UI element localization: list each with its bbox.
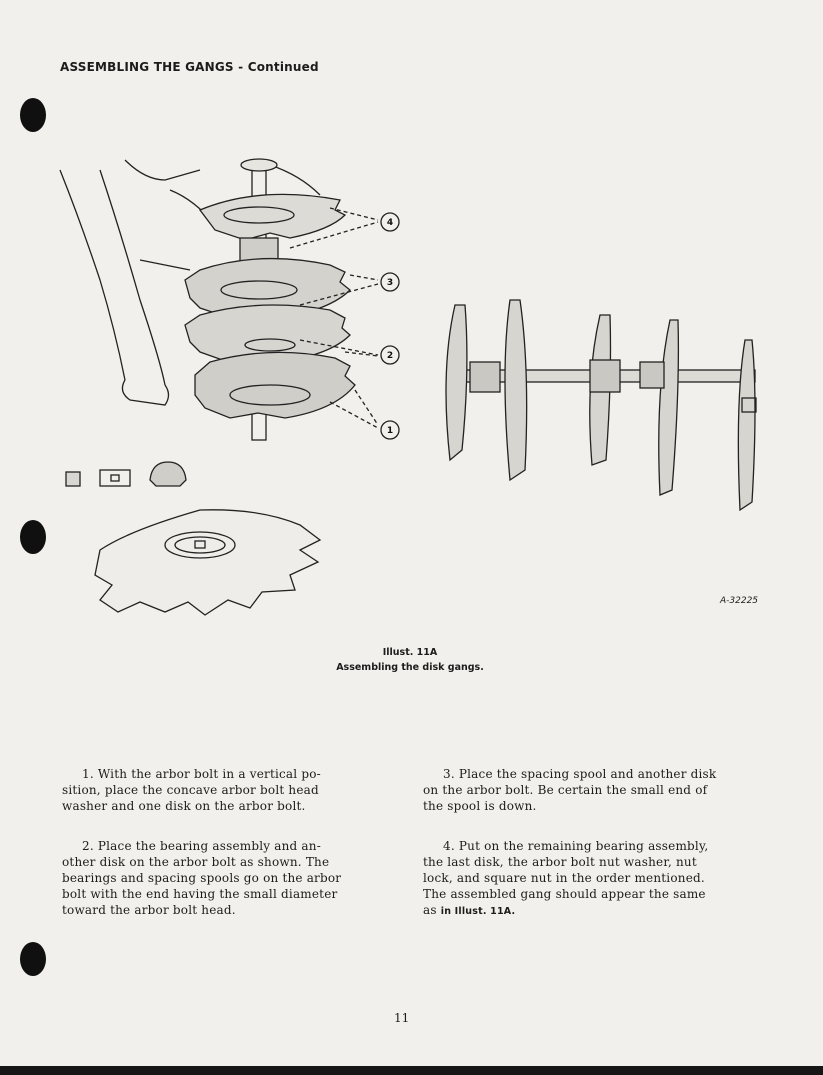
- callout-label-1: 1: [386, 426, 394, 436]
- scan-edge: [0, 1066, 823, 1075]
- binder-hole-top: [20, 98, 46, 132]
- step-line: 4. Put on the remaining bearing assembly,: [443, 839, 709, 853]
- step-last-prefix: as: [423, 903, 441, 917]
- disk-gang-illustration: [0, 130, 823, 630]
- section-heading: [60, 60, 319, 74]
- step-line: 3. Place the spacing spool and another disk: [443, 767, 717, 781]
- callout-label-3: 3: [386, 278, 394, 288]
- disk-top: [200, 194, 345, 240]
- step-line: 2. Place the bearing assembly and an-: [82, 839, 321, 853]
- caption-text: Assembling the disk gangs.: [336, 662, 484, 673]
- figure-code: A-32225: [720, 596, 759, 606]
- step-line: toward the arbor bolt head.: [62, 903, 236, 917]
- small-parts: [66, 462, 186, 486]
- step-line: other disk on the arbor bolt as shown. The: [62, 855, 330, 869]
- heading-continued: - Continued: [238, 60, 319, 74]
- step-2: [62, 838, 341, 918]
- heading-title: ASSEMBLING THE GANGS: [60, 60, 234, 74]
- caption-title: Illust. 11A: [382, 647, 438, 658]
- step-line: washer and one disk on the arbor bolt.: [62, 799, 306, 813]
- callout-label-2: 2: [386, 351, 394, 361]
- step-line: the last disk, the arbor bolt nut washer, nut: [423, 855, 697, 869]
- assembled-gang: [446, 300, 756, 510]
- figure-caption: [300, 645, 520, 675]
- step-line: the spool is down.: [423, 799, 537, 813]
- concave-disk: [95, 510, 320, 615]
- step-1: [62, 766, 321, 814]
- page-number: 11: [394, 1011, 410, 1025]
- step-line: The assembled gang should appear the same: [423, 887, 706, 901]
- step-line-last: [423, 902, 708, 920]
- step-4: [423, 838, 708, 920]
- step-line: bearings and spacing spools go on the arbor: [62, 871, 342, 885]
- step-line: bolt with the end having the small diameter: [62, 887, 338, 901]
- illustration-reference: in Illust. 11A.: [440, 906, 516, 917]
- binder-hole-bottom: [20, 942, 46, 976]
- step-line: sition, place the concave arbor bolt head: [62, 783, 319, 797]
- step-3: [423, 766, 716, 814]
- step-line: 1. With the arbor bolt in a vertical po-: [82, 767, 321, 781]
- disk-bottom: [195, 352, 355, 418]
- step-line: on the arbor bolt. Be certain the small end of: [423, 783, 708, 797]
- step-line: lock, and square nut in the order mentioned.: [423, 871, 705, 885]
- callout-label-4: 4: [386, 218, 394, 228]
